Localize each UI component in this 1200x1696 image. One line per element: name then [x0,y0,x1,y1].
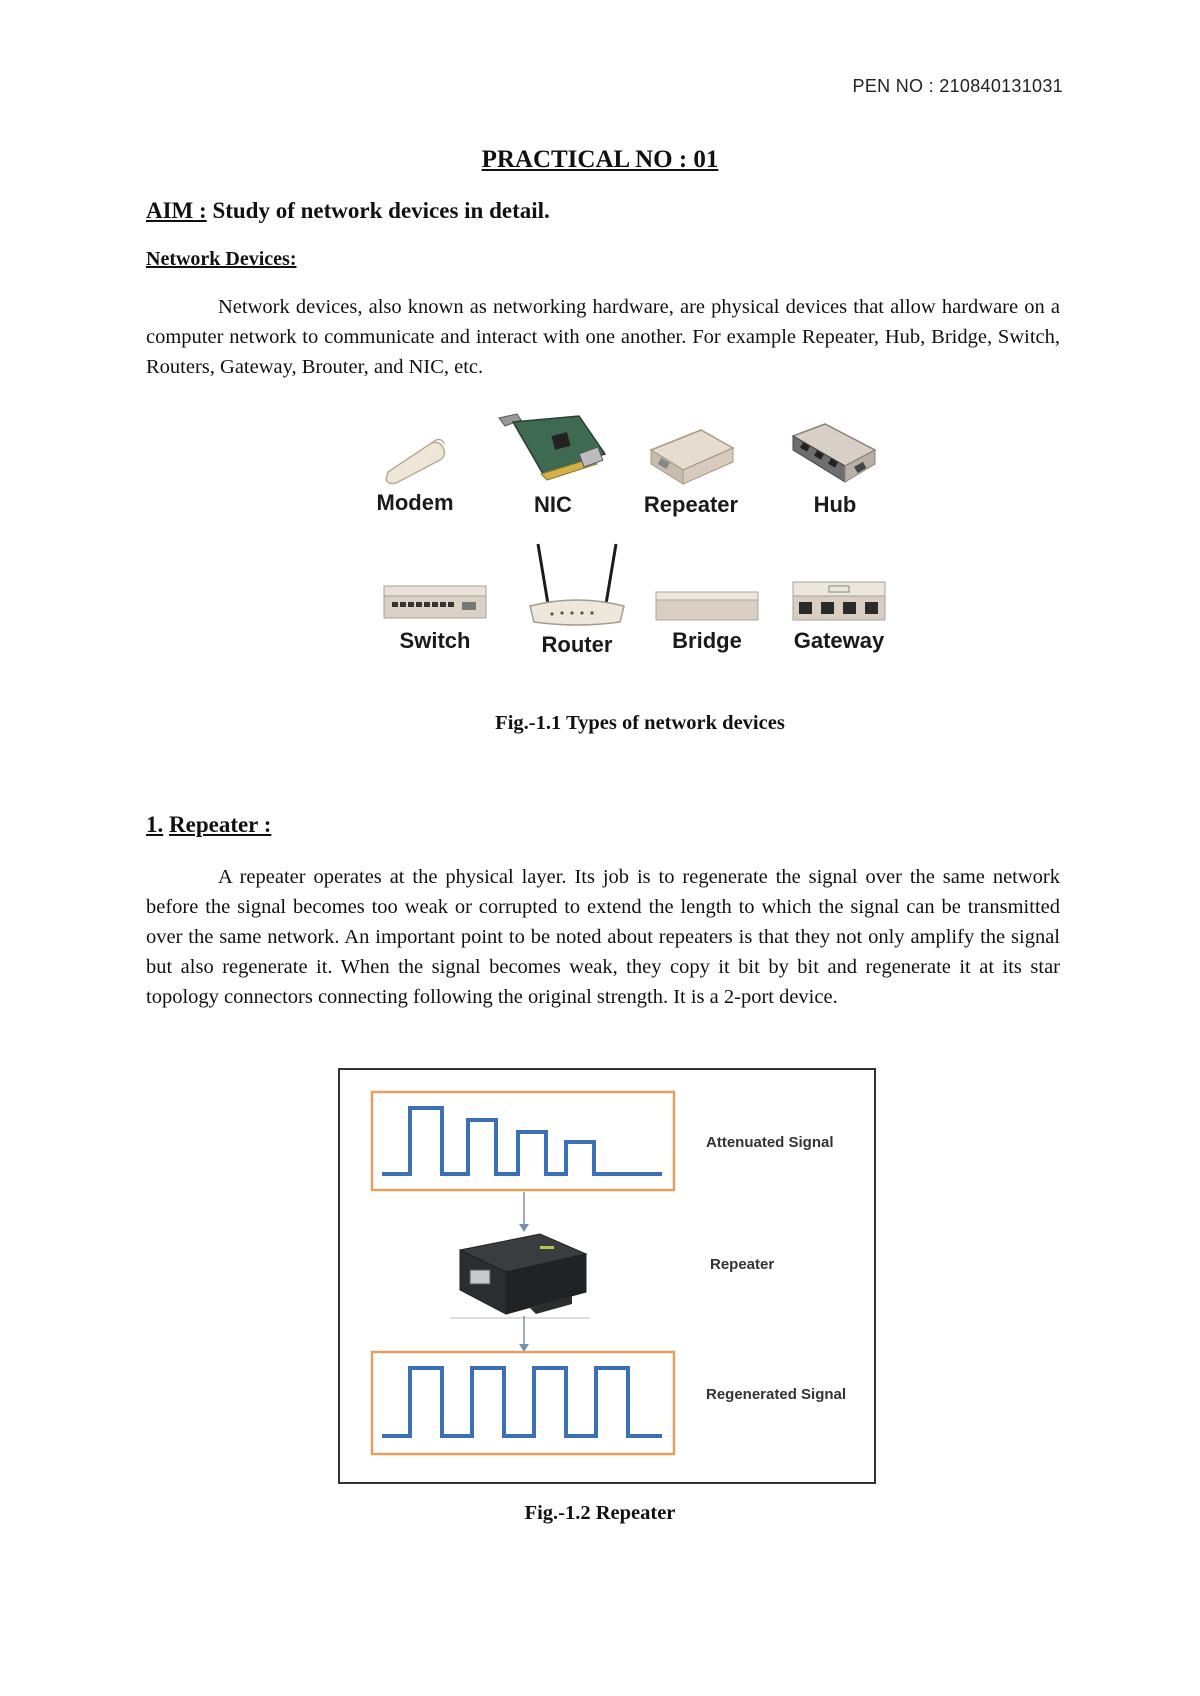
device-label: Modem [376,490,454,515]
network-devices-figure [370,420,910,690]
network-devices-paragraph: Network devices, also known as networking hardware, are physical devices that allow hardware on a computer network to communicate and interact with one another. For example Repeater, Hub, Bridge, Switch, Routers, Gateway, Brouter, and NIC, etc. [146,296,1060,378]
aim-text: Study of network devices in detail. [212,198,550,223]
repeater-device-image [450,1234,590,1318]
figure1-caption: Fig.-1.1 Types of network devices [495,712,785,734]
device-label: Bridge [672,628,742,653]
repeater-heading-number: 1. [146,812,164,837]
router-image [522,538,632,628]
network-devices-heading: Network Devices: [146,248,297,270]
repeater-heading-text: Repeater : [169,812,272,837]
attenuated-signal-label: Attenuated Signal [706,1134,834,1151]
device-repeater [626,426,756,518]
gateway-image [787,580,891,624]
repeater-diagram-graphic [340,1070,874,1482]
device-label: Router [541,632,613,657]
figure2-caption: Fig.-1.2 Repeater [524,1502,676,1524]
device-label: Hub [813,492,857,517]
device-gateway [774,580,904,654]
device-label: Gateway [793,628,885,653]
device-label: Switch [399,628,471,653]
nic-image [493,412,613,488]
repeater-label: Repeater [710,1256,775,1273]
practical-title: PRACTICAL NO : 01 [481,146,719,173]
attenuated-signal-wave [382,1108,662,1174]
hub-image [787,420,883,488]
regenerated-signal-label: Regenerated Signal [706,1386,847,1403]
bridge-image [652,590,762,624]
device-modem [350,432,480,516]
device-hub [770,420,900,518]
device-label: NIC [534,492,572,517]
switch-image [380,580,490,624]
repeater-heading [146,812,271,838]
pen-number: PEN NO : 210840131031 [852,76,1063,96]
regenerated-signal-wave [382,1368,662,1436]
repeater-diagram [338,1068,876,1484]
arrow-head-1 [519,1224,529,1232]
ethernet-port [470,1270,490,1284]
modem-image [380,432,450,486]
device-switch [370,580,500,654]
device-label: Repeater [643,492,739,517]
repeater-paragraph: A repeater operates at the physical layer. Its job is to regenerate the signal over the same network before the signal becomes too weak or corrupted to extend the length to which the signal can be transmitted over the same network. An important point to be noted about repeaters is that they not only amplify the signal but also regenerate it. When the signal becomes weak, they copy it bit by bit and regenerate it at its star topology connectors connecting following the original strength. It is a 2-port device. [146,866,1060,1008]
repeater-image [641,426,741,488]
device-router [512,538,642,658]
aim-line [146,198,550,224]
aim-label: AIM : [146,198,207,223]
device-bridge [642,590,772,654]
device-nic [488,412,618,518]
